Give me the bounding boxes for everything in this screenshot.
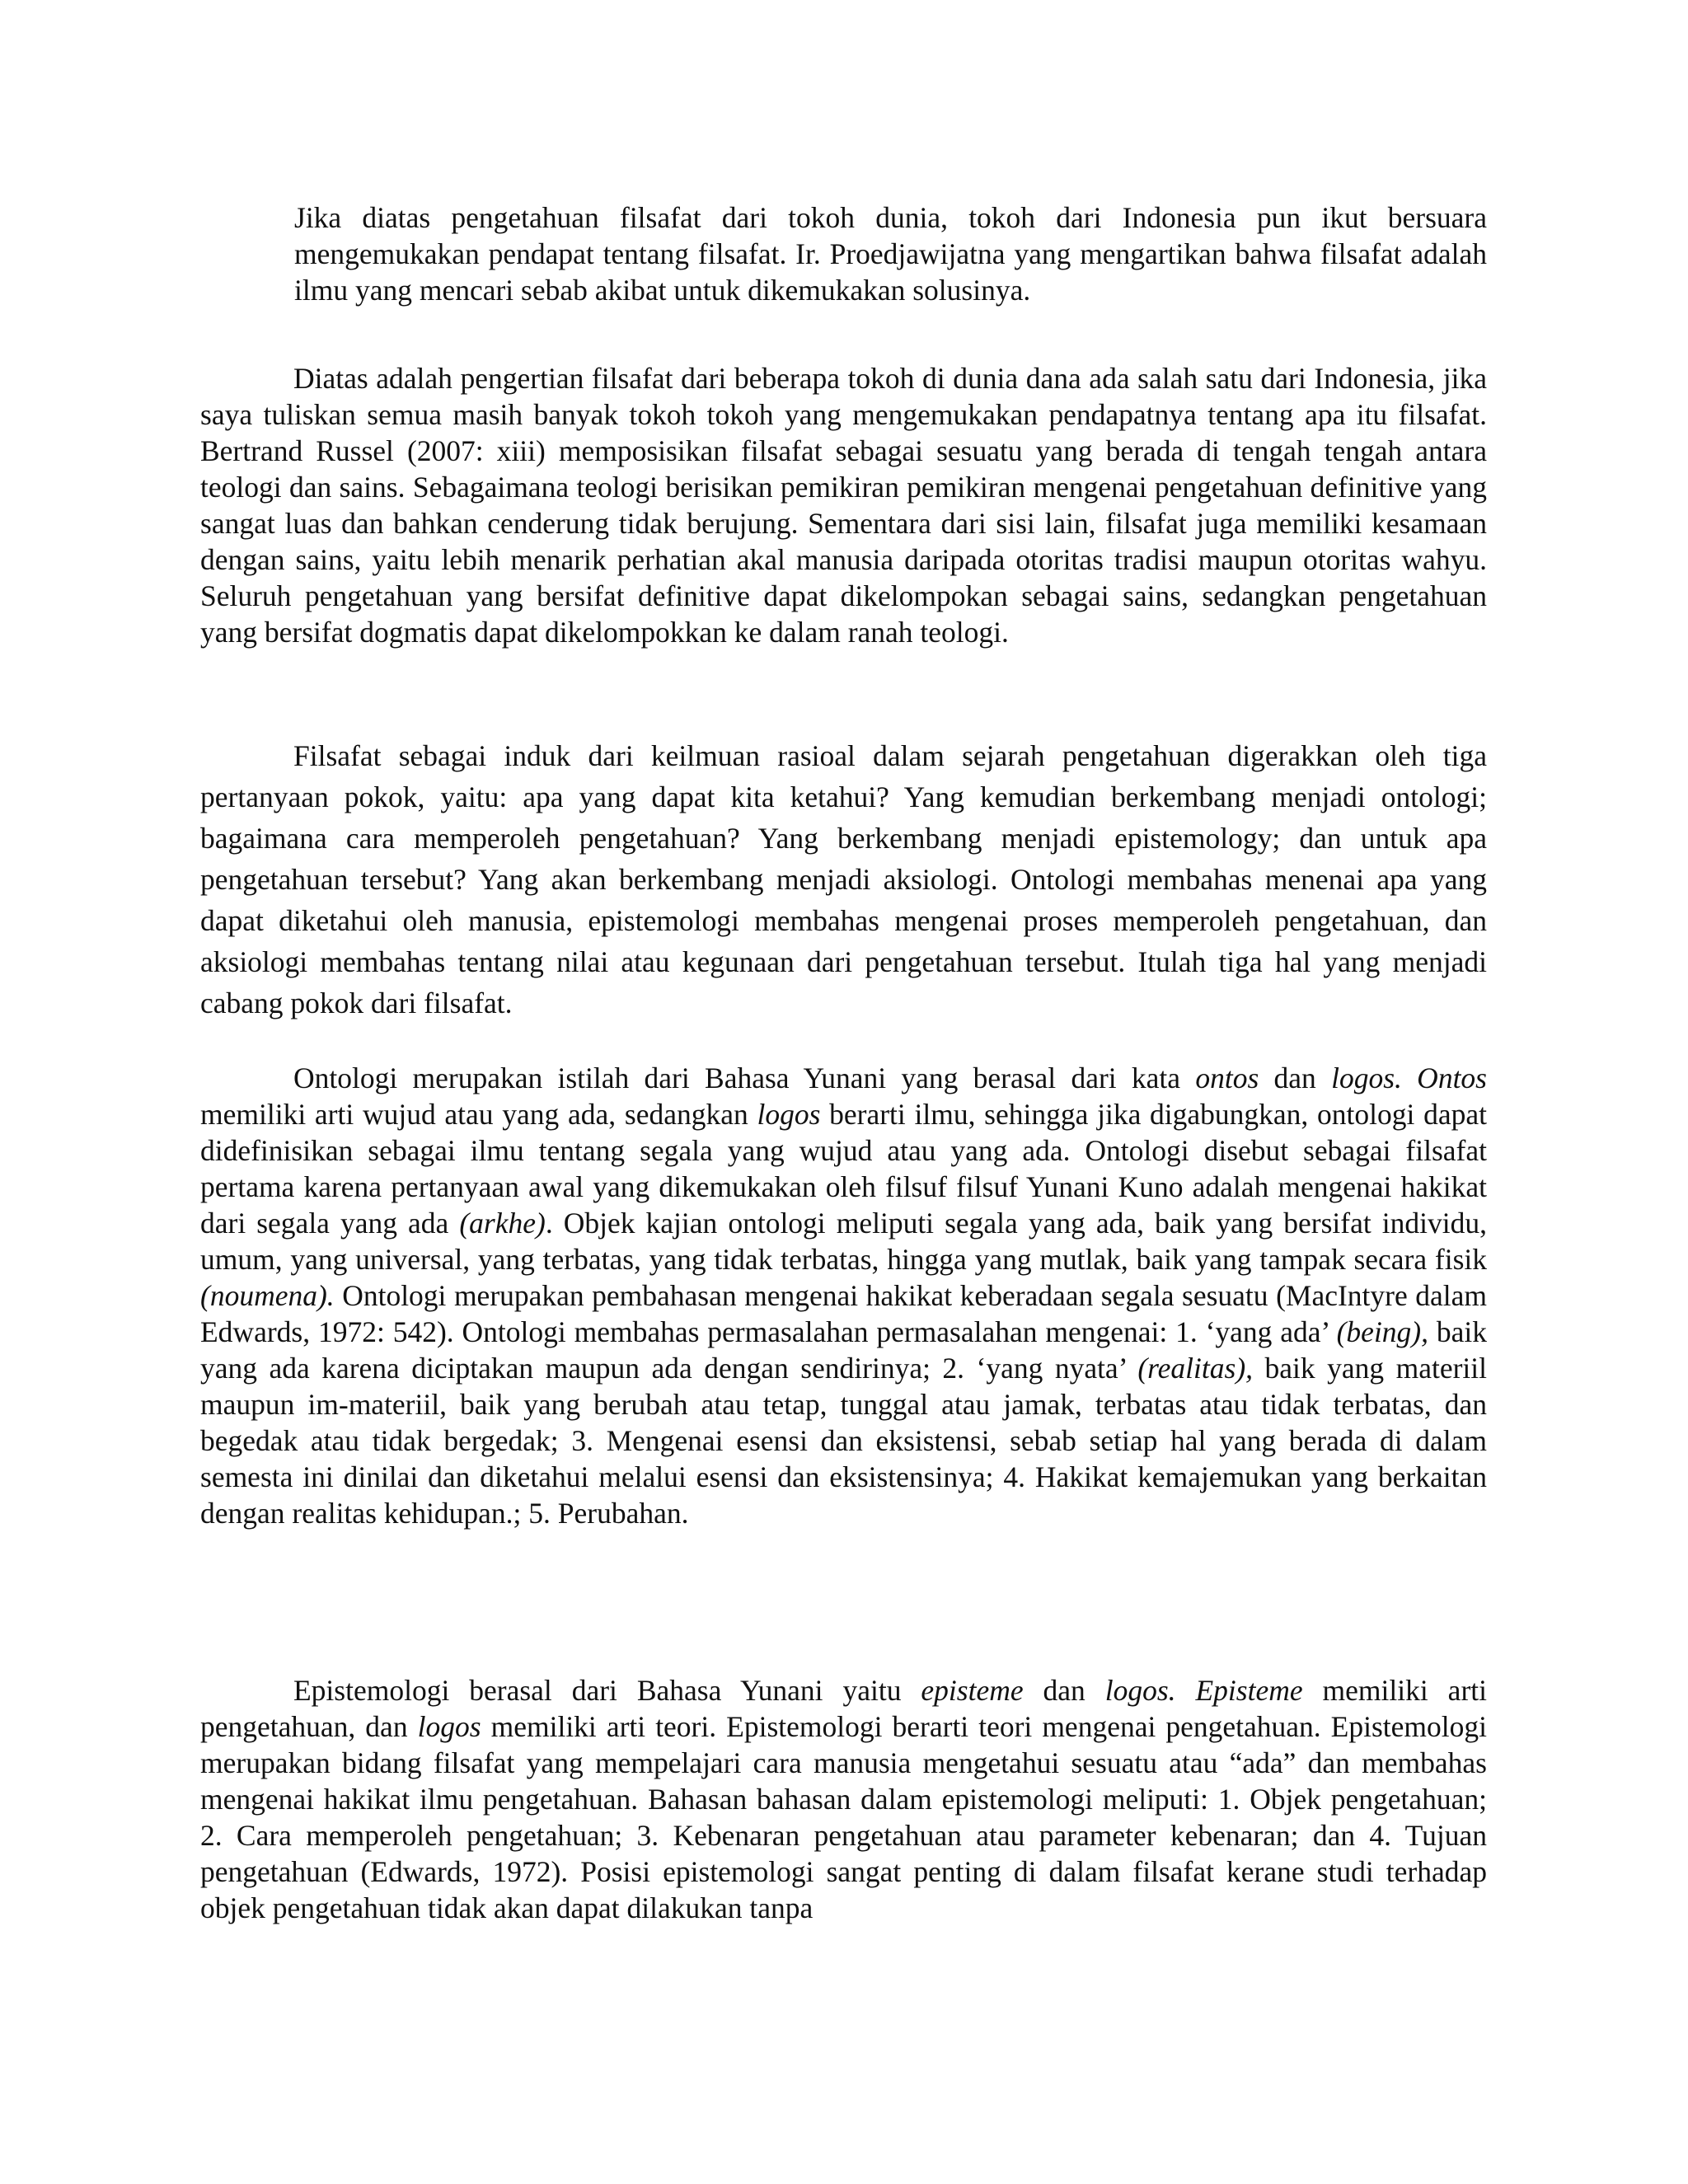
text-run: dan	[1259, 1062, 1332, 1094]
paragraph-russel: Diatas adalah pengertian filsafat dari beberapa tokoh di dunia dana ada salah satu dari Indonesia, jika saya tuliskan semua masih banyak tokoh tokoh yang mengemukakan pendapatnya tentang apa itu filsafat. Bertrand Russel (2007: xiii) memposisikan filsafat sebagai sesuatu yang berada di tengah tengah antara teologi dan sains. Sebagaimana teologi berisikan pemikiran pemikiran mengenai pengetahuan definitive yang sangat luas dan bahkan cenderung tidak berujung. Sementara dari sisi lain, filsafat juga memiliki kesamaan dengan sains, yaitu lebih menarik perhatian akal manusia daripada otoritas tradisi maupun otoritas wahyu. Seluruh pengetahuan yang bersifat definitive dapat dikelompokan sebagai sains, sedangkan pengetahuan yang bersifat dogmatis dapat dikelompokkan ke dalam ranah teologi.	[200, 362, 1487, 649]
italic-term-episteme: episteme	[921, 1674, 1024, 1707]
text-run: baik yang materiil maupun im-materiil, baik yang berubah atau tetap, tunggal atau jamak, terbatas atau tidak terbatas, dan begedak atau tidak bergedak; 3. Mengenai esensi dan eksistensi, sebab setiap hal yang berada di dalam semesta ini dinilai dan diketahui melalui esensi dan eksistensinya; 4. Hakikat kemajemukan yang berkaitan dengan realitas kehidupan.; 5. Perubahan.	[200, 1352, 1487, 1530]
paragraph-three-questions: Filsafat sebagai induk dari keilmuan rasioal dalam sejarah pengetahuan digerakkan oleh tiga pertanyaan pokok, yaitu: apa yang dapat kita ketahui? Yang kemudian berkembang menjadi ontologi; bagaimana cara memperoleh pengetahuan? Yang berkembang menjadi epistemology; dan untuk apa pengetahuan tersebut? Yang akan berkembang menjadi aksiologi. Ontologi membahas menenai apa yang dapat diketahui oleh manusia, epistemologi membahas mengenai proses memperoleh pengetahuan, dan aksiologi membahas tentang nilai atau kegunaan dari pengetahuan tersebut. Itulah tiga hal yang menjadi cabang pokok dari filsafat.	[200, 739, 1487, 1019]
text-run: memiliki arti teori. Epistemologi berarti teori mengenai pengetahuan. Epistemologi merupakan bidang filsafat yang mempelajari cara manusia mengetahui sesuatu atau “ada” dan membahas mengenai hakikat ilmu pengetahuan. Bahasan bahasan dalam epistemologi meliputi: 1. Objek pengetahuan; 2. Cara memperoleh pengetahuan; 3. Kebenaran pengetahuan atau parameter kebenaran; dan 4. Tujuan pengetahuan (Edwards, 1972). Posisi epistemologi sangat penting di dalam filsafat kerane studi terhadap objek pengetahuan tidak akan dapat dilakukan tanpa	[200, 1710, 1487, 1924]
text-run: berarti ilmu, sehingga jika digabungkan, ontologi dapat didefinisikan sebagai ilmu tentang segala yang wujud atau yang ada. Ontologi disebut sebagai filsafat pertama karena pertanyaan awal yang dikemukakan oleh filsuf filsuf Yunani Kuno adalah mengenai hakikat dari segala yang ada	[200, 1098, 1487, 1240]
text-run: Epistemologi berasal dari Bahasa Yunani yaitu	[293, 1674, 921, 1707]
text-run: Ontologi merupakan istilah dari Bahasa Yunani yang berasal dari kata	[293, 1062, 1196, 1094]
italic-term-logos-ontos: logos. Ontos	[1331, 1062, 1487, 1094]
italic-term-logos: logos	[417, 1710, 481, 1743]
text-run: . Objek kajian ontologi meliputi segala yang ada, baik yang bersifat individu, umum, yang universal, yang terbatas, yang tidak terbatas, hingga yang mutlak, baik yang tampak secara fisik	[200, 1207, 1487, 1276]
text-run: memiliki arti pengetahuan, dan	[200, 1674, 1487, 1743]
text-run: dan	[1023, 1674, 1105, 1707]
paragraph-epistemologi	[200, 1672, 1487, 1926]
italic-term-being: (being),	[1336, 1315, 1428, 1348]
paragraph-proedjawijatna: Jika diatas pengetahuan filsafat dari tokoh dunia, tokoh dari Indonesia pun ikut bersuara mengemukakan pendapat tentang filsafat. Ir. Proedjawijatna yang mengartikan bahwa filsafat adalah ilmu yang mencari sebab akibat untuk dikemukakan solusinya.	[294, 201, 1487, 307]
paragraph-ontologi	[200, 1060, 1487, 1531]
italic-term-realitas: (realitas),	[1137, 1352, 1254, 1385]
text-run: memiliki arti wujud atau yang ada, sedangkan	[200, 1098, 757, 1131]
italic-term-logos: logos	[757, 1098, 821, 1131]
italic-term-logos-episteme: logos. Episteme	[1104, 1674, 1303, 1707]
text-run: baik yang ada karena diciptakan maupun ada dengan sendirinya; 2. ‘yang nyata’	[200, 1315, 1487, 1385]
text-run: Ontologi merupakan pembahasan mengenai hakikat keberadaan segala sesuatu (MacIntyre dalam Edwards, 1972: 542). Ontologi membahas permasalahan permasalahan mengenai: 1. ‘yang ada’	[200, 1279, 1487, 1348]
italic-term-arkhe: (arkhe)	[459, 1207, 546, 1240]
italic-term-noumena: (noumena).	[200, 1279, 335, 1312]
italic-term-ontos: ontos	[1195, 1062, 1259, 1094]
